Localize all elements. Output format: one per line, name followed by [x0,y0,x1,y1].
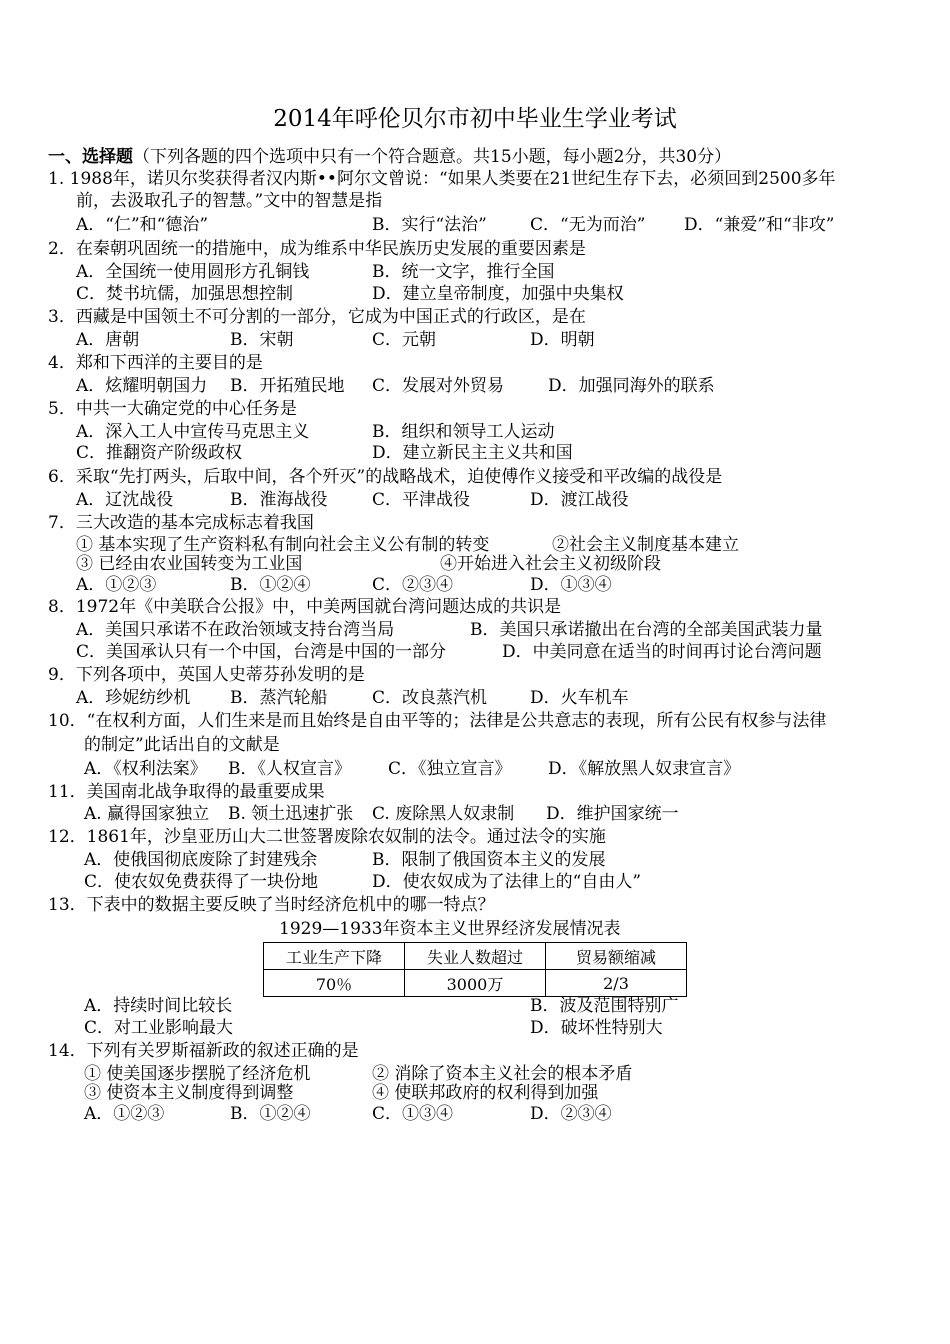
table-header-row [264,943,687,970]
option-d: D．加强同海外的联系 [548,376,715,396]
option-d: D．破坏性特别大 [530,1018,663,1038]
option-b: B．开拓殖民地 [230,376,345,396]
option-d: D．“兼爱”和“非攻” [684,215,835,235]
option-d: D．渡江战役 [530,490,629,510]
question-text: 7．三大改造的基本完成标志着我国 [48,513,314,533]
table-header-cell: 贸易额缩减 [546,943,687,970]
option-a: A．《权利法案》 [84,759,207,779]
option-c: C. 废除黑人奴隶制 [372,804,515,824]
section-header [48,146,731,168]
option-c: C．美国承认只有一个中国，台湾是中国的一部分 [76,642,447,662]
question-text-cont: 的制定”此话出自的文献是 [84,735,280,755]
option-a: A．①②③ [76,575,157,595]
question-text: 8．1972年《中美联合公报》中，中美两国就台湾问题达成的共识是 [48,597,562,617]
question-text: 4．郑和下西洋的主要目的是 [48,353,263,373]
table-header-cell: 失业人数超过 [405,943,546,970]
option-b: B．宋朝 [230,330,294,350]
statement-3: ③ 已经由农业国转变为工业国 [76,554,303,574]
question-text: 12．1861年，沙皇亚历山大二世签署废除农奴制的法令。通过法令的实施 [48,827,606,847]
option-a: A．辽沈战役 [76,490,174,510]
option-b: B．波及范围特别广 [530,996,679,1016]
option-a: A．全国统一使用圆形方孔铜钱 [76,262,310,282]
option-d: D．《解放黑人奴隶宣言》 [548,759,741,779]
statement-1: ① 使美国逐步摆脱了经济危机 [84,1064,311,1084]
option-c: C．《独立宣言》 [388,759,512,779]
option-c: C．平津战役 [372,490,471,510]
option-a: A．持续时间比较长 [84,996,233,1016]
question-text-cont: 前，去汲取孔子的智慧。”文中的智慧是指 [76,191,383,211]
option-b: B．①②④ [230,575,311,595]
option-c: C．②③④ [372,575,454,595]
option-d: D．火车机车 [530,688,629,708]
stats-table [263,942,687,997]
question-text: 2．在秦朝巩固统一的措施中，成为维系中华民族历史发展的重要因素是 [48,239,586,259]
option-b: B．限制了俄国资本主义的发展 [372,850,606,870]
option-b: B．实行“法治” [372,215,487,235]
question-text: 14．下列有关罗斯福新政的叙述正确的是 [48,1041,359,1061]
statement-2: ② 消除了资本主义社会的根本矛盾 [372,1064,633,1084]
option-c: C．发展对外贸易 [372,376,505,396]
option-c: C．使农奴免费获得了一块份地 [84,872,319,892]
table-header-cell: 工业生产下降 [264,943,405,970]
question-text: 13．下表中的数据主要反映了当时经济危机中的哪一特点？ [48,895,495,915]
option-d: D．建立新民主主义共和国 [372,443,573,463]
option-b: B．《人权宣言》 [228,759,351,779]
option-a: A．炫耀明朝国力 [76,376,208,396]
question-text: 10．“在权利方面，人们生来是而且始终是自由平等的；法律是公共意志的表现，所有公民有权参与法律 [48,711,827,731]
option-a: A．唐朝 [76,330,140,350]
table-cell: 3000万 [405,970,546,997]
option-b: B．美国只承诺撤出在台湾的全部美国武装力量 [470,620,823,640]
option-c: C．对工业影响最大 [84,1018,234,1038]
option-b: B. 领土迅速扩张 [228,804,354,824]
option-c: C．①③④ [372,1104,454,1124]
option-d: D．建立皇帝制度，加强中央集权 [372,284,624,304]
option-a: A．珍妮纺纱机 [76,688,191,708]
option-d: D．中美同意在适当的时间再讨论台湾问题 [502,642,822,662]
option-b: B．淮海战役 [230,490,328,510]
table-caption: 1929—1933年资本主义世界经济发展情况表 [279,919,621,939]
exam-title: 2014年呼伦贝尔市初中毕业生学业考试 [273,106,677,132]
statement-4: ④开始进入社会主义初级阶段 [440,554,661,574]
option-a: A．①②③ [84,1104,165,1124]
question-text: 6．采取“先打两头，后取中间，各个歼灭”的战略战术，迫使傅作义接受和平改编的战役是 [48,467,723,487]
option-c: C．元朝 [372,330,437,350]
table-cell: 2/3 [546,970,687,997]
option-a: A．美国只承诺不在政治领域支持台湾当局 [76,620,395,640]
option-b: B．蒸汽轮船 [230,688,328,708]
option-a: A．使俄国彻底废除了封建残余 [84,850,318,870]
statement-3: ③ 使资本主义制度得到调整 [84,1083,294,1103]
option-d: D．②③④ [530,1104,612,1124]
question-text: 5．中共一大确定党的中心任务是 [48,399,297,419]
question-text: 9．下列各项中，英国人史蒂芬孙发明的是 [48,665,365,685]
option-b: B．①②④ [230,1104,311,1124]
statement-2: ②社会主义制度基本建立 [552,535,739,555]
option-d: D．明朝 [530,330,595,350]
table-cell: 70％ [264,970,405,997]
option-c: C．“无为而治” [530,215,646,235]
question-text: 1. 1988年，诺贝尔奖获得者汉内斯••阿尔文曾说：“如果人类要在21世纪生存下去，必须回到2500多年 [48,169,836,189]
option-c: C．推翻资产阶级政权 [76,443,243,463]
option-a: A．“仁”和“德治” [76,215,209,235]
statement-4: ④ 使联邦政府的权利得到加强 [372,1083,599,1103]
option-d: D．维护国家统一 [546,804,679,824]
option-c: C．焚书坑儒，加强思想控制 [76,284,294,304]
question-text: 11．美国南北战争取得的最重要成果 [48,782,325,802]
question-text: 3．西藏是中国领土不可分割的一部分，它成为中国正式的行政区，是在 [48,307,586,327]
option-c: C．改良蒸汽机 [372,688,488,708]
option-a: A．深入工人中宣传马克思主义 [76,422,310,442]
option-b: B．统一文字，推行全国 [372,262,555,282]
option-a: A. 赢得国家独立 [84,804,210,824]
statement-1: ① 基本实现了生产资料私有制向社会主义公有制的转变 [76,535,490,555]
table-row [264,970,687,997]
section-note: （下列各题的四个选项中只有一个符合题意。共15小题，每小题2分，共30分） [133,147,732,167]
option-d: D．使农奴成为了法律上的“自由人” [372,872,642,892]
section-label: 一、选择题 [48,147,133,167]
option-b: B．组织和领导工人运动 [372,422,555,442]
option-d: D．①③④ [530,575,612,595]
